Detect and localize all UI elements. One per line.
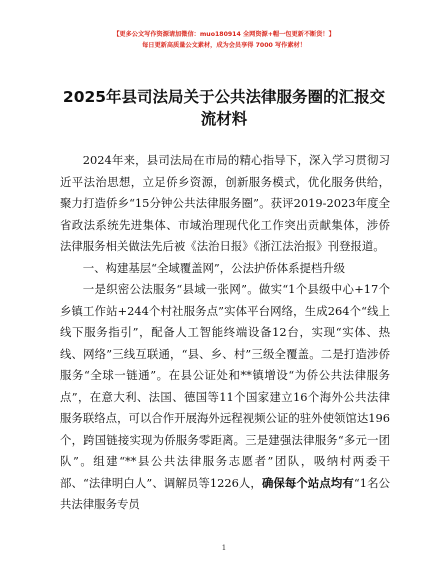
paragraph-tail: “1名公共法律服务专员 (60, 475, 390, 511)
header-line-2: 每日更新高质量公文素材，成为会员享得 7000 写作素材！ (142, 42, 306, 49)
bold-phrase: 确保每个站点均有 (261, 475, 354, 490)
intro-paragraph: 2024年来，县司法局在市局的精心指导下，深入学习贯彻习近平法治思想，立足侨乡资源，创新服务模式，优化服务供给，聚力打造侨乡“15分钟公共法律服务圈”。获评2019-2023年度全省政法系统先进集体、市域治理现代化工作突出贡献集体，涉侨法律服务相关做法先后被《法治日报》《浙江法治报》刊登报道。 (60, 153, 390, 253)
document-body (60, 150, 390, 516)
section-paragraph (60, 279, 390, 516)
document-title: 2025年县司法局关于公共法律服务圈的汇报交流材料 (62, 88, 386, 128)
document-header (0, 29, 448, 51)
section-heading: 一、构建基层“全域覆盖网”，公法护侨体系提档升级 (82, 260, 346, 275)
section-paragraph-text: 一是织密公法服务“县域一张网”。做实“1个县级中心+17个乡镇工作站+244个村社服务点”实体平台网络，生成264个“线上线下服务指引”，配备人工智能终端设备12台，实现“实体、热线、网络”三线互联通，“县、乡、村”三级全覆盖。二是打造涉侨服务“全球一链通”。在县公证处和**镇增设“为侨公共法律服务点”，在意大利、法国、德国等11个国家建立16个海外公共法律服务联络点，可以合作开展海外远程视频公证的驻外使领馆达196个，跨国链接实现为侨服务零距离。三是建强法律服务“多元一团队”。组建“**县公共法律服务志愿者”团队，吸纳村两委干部、“法律明白人”、调解员等1226人， (60, 282, 390, 490)
header-line-1: 【更多公文写作资源请加微信：muo180914 全网资源+帽一包更新不断货！】 (113, 31, 335, 38)
page-number: 1 (221, 544, 227, 552)
